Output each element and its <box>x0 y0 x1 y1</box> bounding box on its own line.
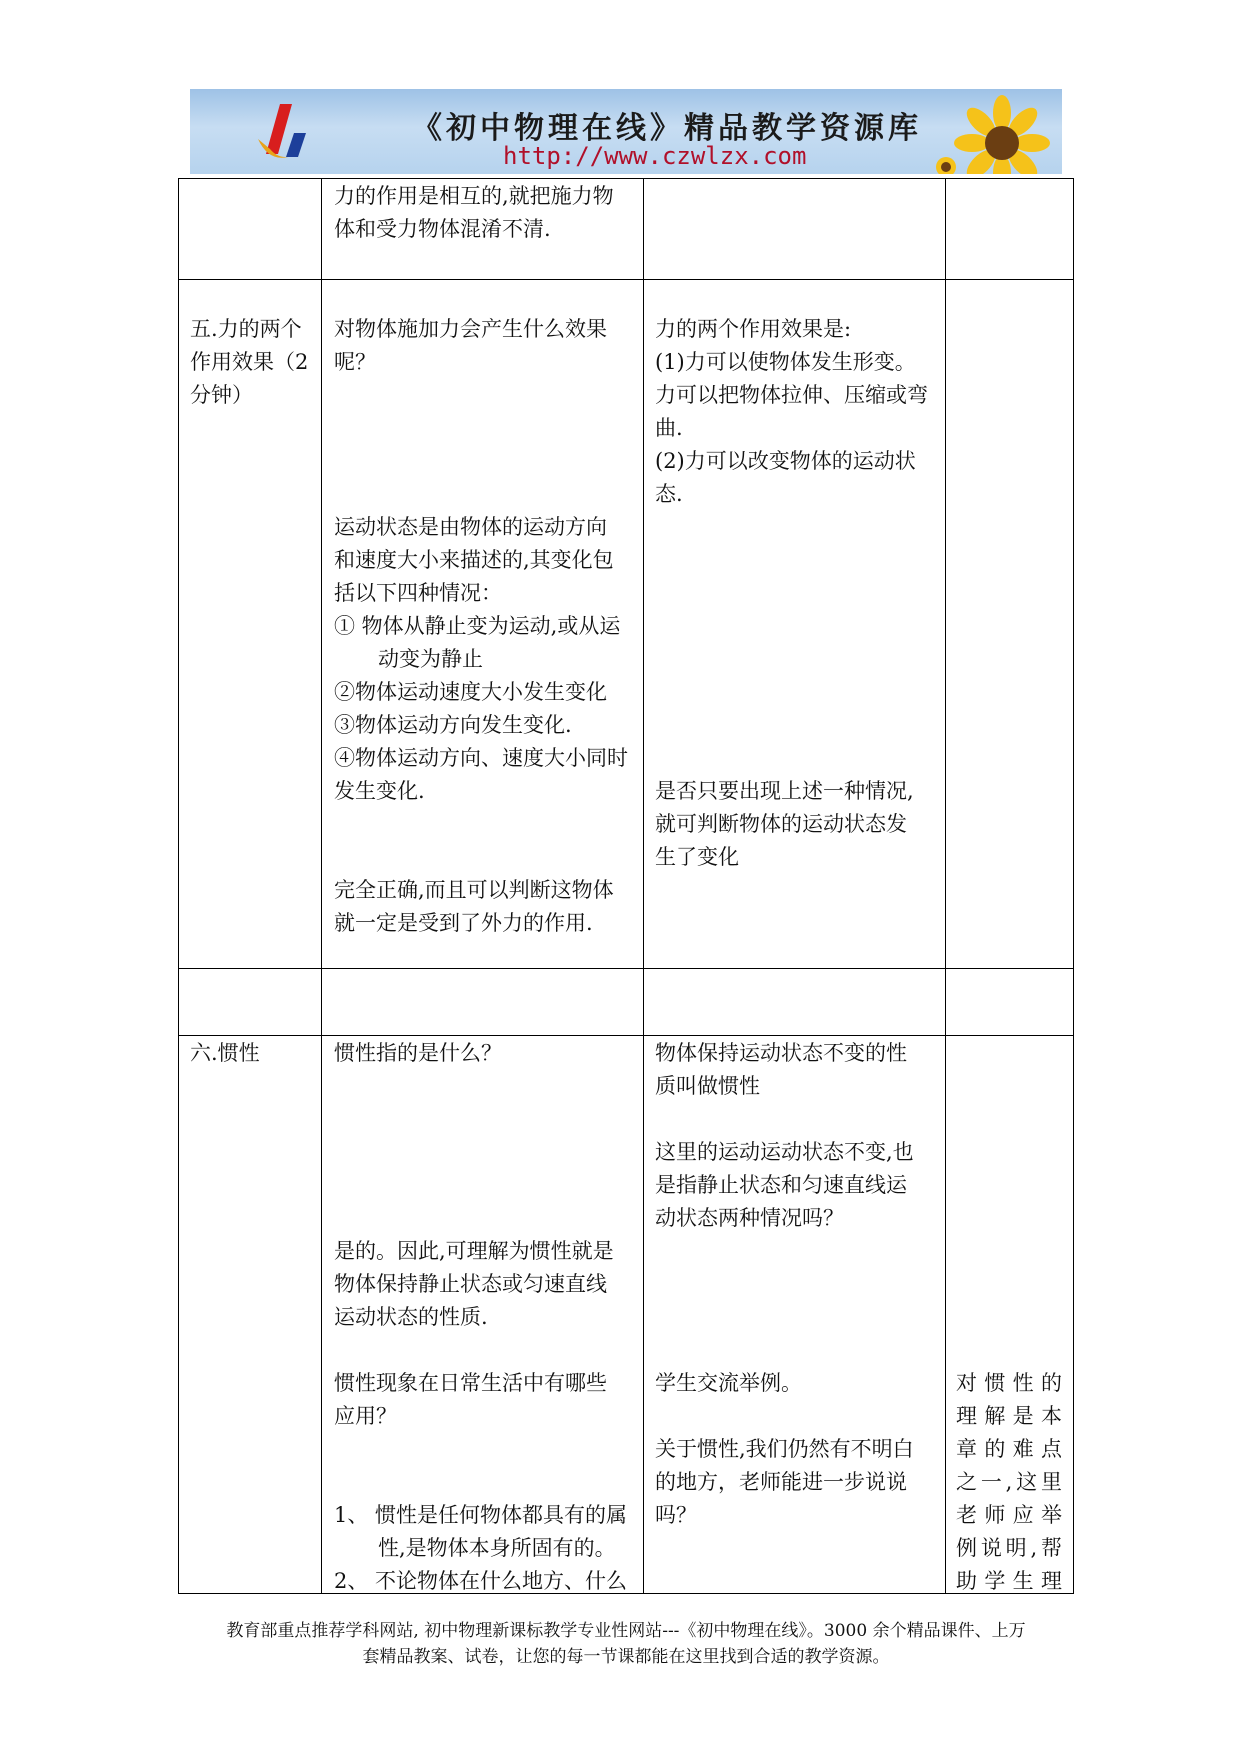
banner-url[interactable]: http://www.czwlzx.com <box>503 142 807 170</box>
row4-topic: 六.惯性 <box>190 1041 260 1065</box>
row4-teacher: 惯性指的是什么？ 是的。因此,可理解为惯性就是 物体保持静止状态或匀速直线 运动状态的性质. 惯性现象在日常生活中有哪些 应用？ 1、 惯性是任何物体都具有的属性,是物体本身所固有的。 2、 不论物体在什么地方、什么 <box>334 1041 628 1593</box>
page-footer <box>178 1618 1074 1670</box>
banner-title: 《初中物理在线》精品教学资源库 <box>412 111 922 146</box>
sunflower-icon <box>932 95 1052 174</box>
row1-col2: 力的作用是相互的,就把施力物 体和受力物体混淆不清. <box>334 184 614 241</box>
row2-topic: 五.力的两个 作用效果（2 分钟） <box>190 317 309 407</box>
row4-note: 对惯性的 理解是本 章的难点 之一,这里 老师应举 例说明,帮 助学生理 <box>956 1371 1062 1593</box>
header-banner <box>190 89 1062 174</box>
row4-student: 物体保持运动状态不变的性 质叫做惯性 这里的运动运动状态不变,也 是指静止状态和匀速直线运 动状态两种情况吗？ 学生交流举例。 关于惯性,我们仍然有不明白 的地方，老师能进一步说说 吗？ <box>655 1041 914 1527</box>
row2-student: 力的两个作用效果是: (1)力可以使物体发生形变。 力可以把物体拉伸、压缩或弯 曲. (2)力可以改变物体的运动状 态. 是否只要出现上述一种情况, 就可判断物体的运动状态发 生了变化 <box>655 317 928 869</box>
row2-teacher: 对物体施加力会产生什么效果 呢？ 运动状态是由物体的运动方向 和速度大小来描述的,其变化包 括以下四种情况： ① 物体从静止变为运动,或从运动变为静止 ②物体运动速度大小发生变化 ③物体运动方向发生变化. ④物体运动方向、速度大小同时 发生变化. 完全正确,而且可以判断这物体 就一定是受到了外力的作用. <box>334 317 628 935</box>
footer-line-2: 套精品教案、试卷，让您的每一节课都能在这里找到合适的教学资源。 <box>362 1647 890 1667</box>
site-logo-icon <box>250 99 320 169</box>
footer-line-1: 教育部重点推荐学科网站, 初中物理新课标教学专业性网站---《初中物理在线》。3000 余个精品课件、上万 <box>226 1621 1026 1641</box>
